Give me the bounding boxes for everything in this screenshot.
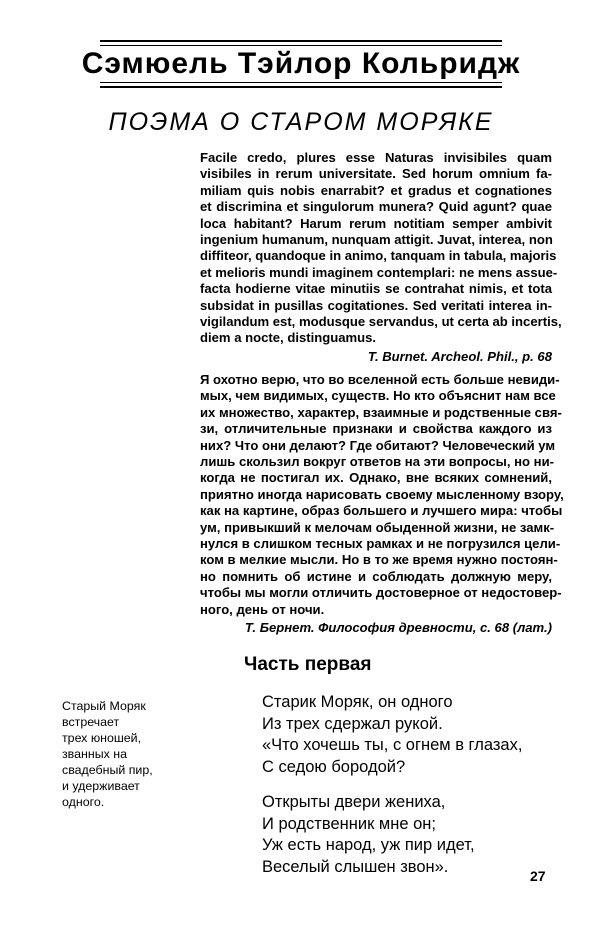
epigraph-line: когда не постигал их. Однако, вне всяких сомнений, (200, 470, 552, 486)
verse-line: «Что хочешь ты, с огнем в глазах, (262, 736, 523, 754)
page-number: 27 (530, 868, 546, 884)
gloss-line: званных на (62, 747, 127, 761)
epigraph-line: но помнить об истине и соблюдать должную меру, (200, 568, 552, 584)
epigraph-line: visibiles in rerum universitate. Sed horum omnium fa- (200, 166, 552, 182)
epigraph-line: vigilandum est, modusque servandus, ut certa ab incertis, (200, 314, 562, 330)
verse-line: С седою бородой? (262, 757, 406, 776)
epigraph-line: ingenium humanum, nunquam attigit. Juvat, interea, non (200, 232, 553, 248)
epigraph-line: их множество, характер, взаимные и родственные свя- (200, 404, 562, 420)
verse-line: Из трех сдержал рукой. (262, 714, 443, 733)
verse-line: И родственник мне он; (262, 814, 436, 833)
epigraph-line: ум, привыкший к мелочам обыденной жизни, не замк- (200, 519, 555, 535)
margin-gloss (62, 698, 212, 810)
verse-line: Уж есть народ, уж пир идет, (262, 836, 475, 854)
epigraph-source: Т. Бернет. Философия древности, с. 68 (лат.) (244, 620, 552, 636)
epigraph-latin (200, 150, 562, 365)
stanza-break (262, 778, 562, 792)
epigraph-line: Я охотно верю, что во вселенной есть больше невиди- (200, 372, 560, 387)
epigraph-line: ного, день от ночи. (200, 601, 325, 617)
epigraph-line: чтобы мы могли отличить достоверное от недостовер- (200, 585, 562, 601)
verse-line: Старик Моряк, он одного (262, 693, 453, 711)
epigraph-line: et discrimina et singulorum munera? Quid agunt? quae (200, 199, 552, 215)
verse-line: Веселый слышен звон». (262, 857, 449, 876)
epigraph-line: зи, отличительные признаки и свойства каждого из (200, 421, 552, 437)
epigraph-line: subsidat in pusillas cogitationes. Sed veritati interea in- (200, 297, 552, 313)
gloss-line: встречает (62, 715, 120, 729)
poem-verse (262, 692, 562, 878)
gloss-line: трех юношей, (62, 731, 142, 745)
epigraph-line: diem a nocte, distinguamus. (200, 330, 377, 346)
part-title: Часть первая (244, 654, 372, 675)
epigraph-source: T. Burnet. Archeol. Phil., p. 68 (367, 348, 552, 364)
author-header (81, 40, 521, 88)
poem-title: ПОЭМА О СТАРОМ МОРЯКЕ (108, 108, 494, 136)
epigraph-line: приятно иногда нарисовать своему мысленному взору, (200, 486, 564, 502)
author-name: Сэмюель Тэйлор Кольридж (81, 47, 521, 80)
gloss-line: одного. (62, 795, 105, 809)
epigraph-line: нулся в слишком тесных рамках и не погрузился цели- (200, 536, 561, 552)
epigraph-line: diffiteor, quandoque in animo, tanquam in tabula, majoris (200, 248, 557, 264)
epigraph-line: как на картине, образ большего и лучшего мира: чтобы (200, 503, 563, 519)
epigraph-line: et melioris mundi imaginem contemplari: ne mens assue- (200, 264, 558, 280)
gloss-line: Старый Моряк (62, 699, 146, 713)
epigraph-russian (200, 372, 564, 637)
verse-line: Открыты двери жениха, (262, 793, 446, 811)
epigraph-line: мых, чем видимых, существ. Но кто объяснит нам все (200, 388, 556, 404)
gloss-line: и удерживает (62, 779, 140, 793)
epigraph-line: ком в мелкие мысли. Но в то же время нужно постоян- (200, 552, 558, 568)
epigraph-line: лишь скользил вокруг ответов на эти вопросы, но ни- (200, 454, 555, 470)
epigraph-line: facta hodierne vitae minutiis se contrahat nimis, et tota (200, 281, 552, 297)
epigraph-line: них? Что они делают? Где обитают? Человеческий ум (200, 437, 556, 453)
epigraph-line: loca habitant? Harum rerum notitiam semper ambivit (200, 215, 552, 231)
epigraph-line: miliam quis nobis enarrabit? et gradus et cognationes (200, 182, 552, 198)
epigraph-line: Facile credo, plures esse Naturas invisibiles quam (200, 150, 552, 165)
gloss-line: свадебный пир, (62, 763, 153, 777)
